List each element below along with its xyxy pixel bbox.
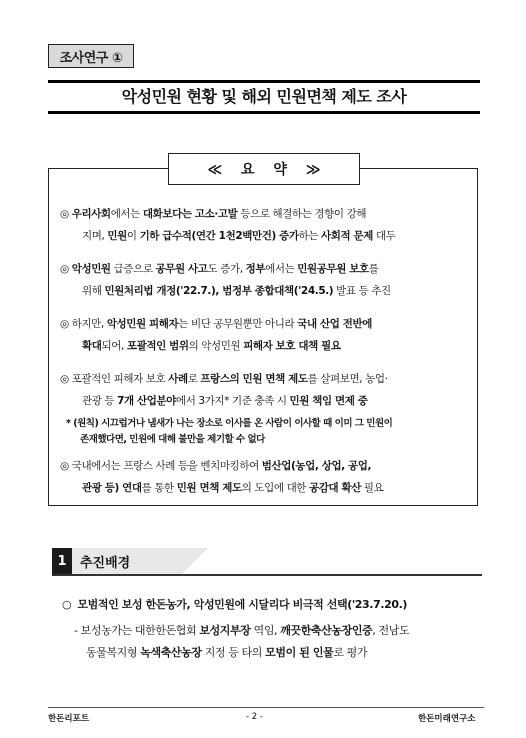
section-number: 1 — [52, 548, 72, 574]
summary-item-1-line-2: 지며, 민원이 기하 급수적(연간 1천2백만건) 증가하는 사회적 문제 대두 — [82, 230, 396, 242]
summary-item-2-line-1: ◎ 악성민원 급증으로 공무원 사고도 증가, 정부에서는 민원공무원 보호를 — [60, 263, 379, 275]
title-bottom-rule — [48, 111, 480, 114]
body-bullet: ○ 모범적인 보성 한돈농가, 악성민원에 시달리다 비극적 선택('23.7.20.) — [62, 598, 408, 611]
footer-rule — [48, 707, 484, 708]
footer-left: 한돈리포트 — [48, 714, 90, 724]
footer-right: 한돈미래연구소 — [418, 714, 476, 724]
section-title-tab — [182, 548, 208, 574]
title-top-rule — [48, 80, 480, 83]
summary-item-3-line-1: ◎ 하지만, 악성민원 피해자는 비단 공무원뿐만 아니라 국내 산업 전반에 — [60, 318, 372, 330]
summary-heading: ≪ 요 약 ≫ — [168, 153, 360, 185]
section-rule — [52, 574, 482, 576]
summary-item-4-line-1: ◎ 포괄적인 피해자 보호 사례로 프랑스의 민원 면책 제도를 살펴보면, 농업· — [60, 373, 388, 385]
summary-footnote-line-1: * (원칙) 시끄럽거나 냄새가 나는 장소로 이사를 온 사람이 이사할 때 이미 그 민원이 — [66, 418, 393, 429]
body-sub-line-1: - 보성농가는 대한한돈협회 보성지부장 역임, 깨끗한축산농장인증, 전남도 — [74, 624, 410, 637]
section-title: 추진배경 — [72, 548, 182, 574]
summary-item-5-line-2: 관광 등) 연대를 통한 민원 면책 제도의 도입에 대한 공감대 확산 필요 — [82, 482, 384, 494]
summary-item-4-line-2: 관광 등 7개 산업분야에서 3가지* 기준 충족 시 민원 책임 면제 중 — [82, 395, 368, 407]
summary-footnote-line-2: 존재했다면, 민원에 대해 불만을 제기할 수 없다 — [80, 434, 265, 445]
summary-item-3-line-2: 확대되어, 포괄적인 범위의 악성민원 피해자 보호 대책 필요 — [82, 340, 341, 352]
page-number: - 2 - — [246, 712, 263, 722]
summary-item-2-line-2: 위해 민원처리법 개정('22.7.), 범정부 종합대책('24.5.) 발표 등 추진 — [82, 285, 391, 297]
summary-item-5-line-1: ◎ 국내에서는 프랑스 사례 등을 벤치마킹하여 범산업(농업, 상업, 공업, — [60, 460, 372, 472]
summary-item-1-line-1: ◎ 우리사회에서는 대화보다는 고소·고발 등으로 해결하는 경향이 강해 — [60, 208, 367, 220]
body-sub-line-2: 동물복지형 녹색축산농장 지정 등 타의 모범이 된 인물로 평가 — [86, 646, 368, 659]
section-tag: 조사연구 ① — [48, 44, 134, 68]
page-title: 악성민원 현황 및 해외 민원면책 제도 조사 — [121, 87, 407, 106]
